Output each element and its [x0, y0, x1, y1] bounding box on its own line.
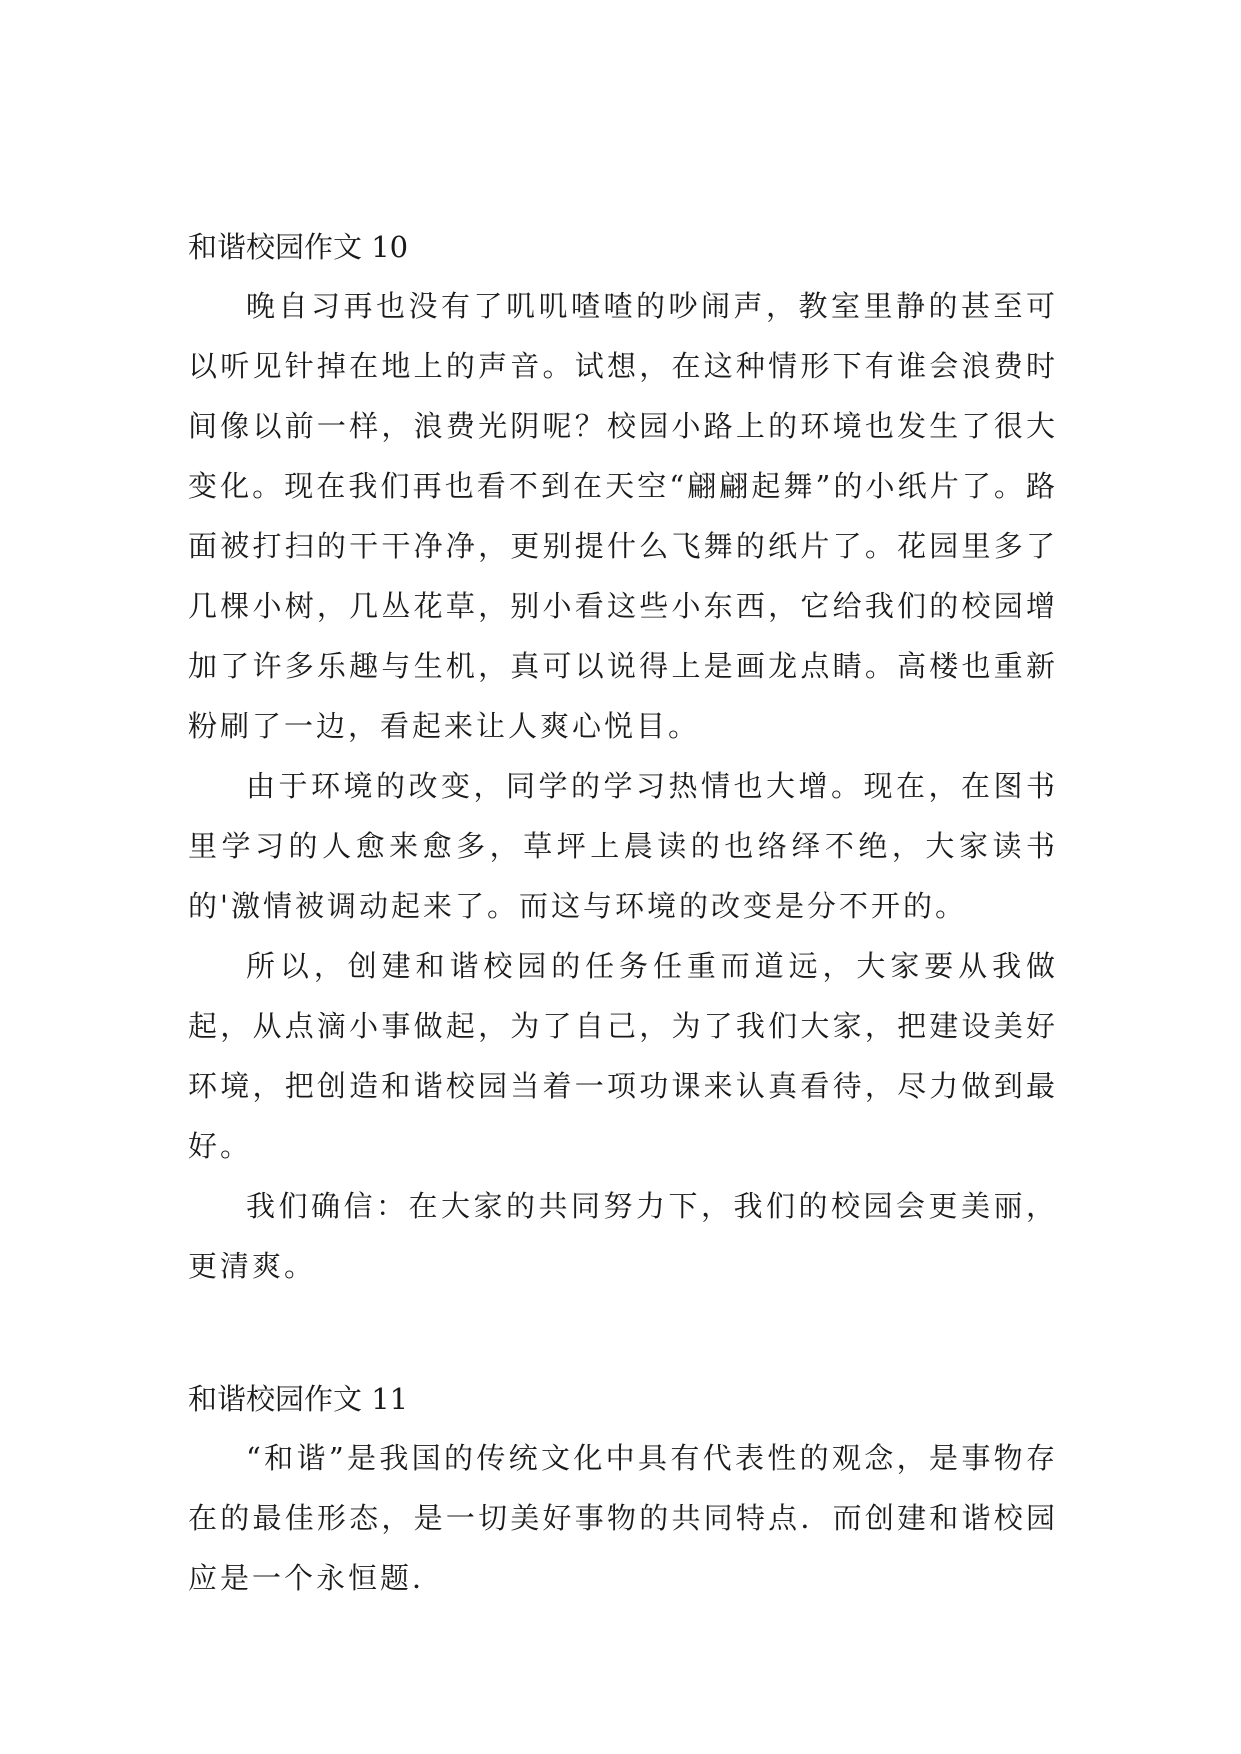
body-paragraph: 所以，创建和谐校园的任务任重而道远，大家要从我做起，从点滴小事做起，为了自己，为了我们大家，把建设美好环境，把创造和谐校园当着一项功课来认真看待，尽力做到最好。	[188, 949, 1058, 1163]
section-heading: 和谐校园作文 10	[188, 230, 409, 264]
essay-section-11	[188, 1370, 1058, 1608]
section-heading: 和谐校园作文 11	[188, 1382, 409, 1416]
document-content	[188, 218, 1058, 1608]
body-paragraph: 晚自习再也没有了叽叽喳喳的吵闹声，教室里静的甚至可以听见针掉在地上的声音。试想，在这种情形下有谁会浪费时间像以前一样，浪费光阴呢？校园小路上的环境也发生了很大变化。现在我们再也看不到在天空“翩翩起舞”的小纸片了。路面被打扫的干干净净，更别提什么飞舞的纸片了。花园里多了几棵小树，几丛花草，别小看这些小东西，它给我们的校园增加了许多乐趣与生机，真可以说得上是画龙点睛。高楼也重新粉刷了一边，看起来让人爽心悦目。	[188, 289, 1058, 743]
body-paragraph: 我们确信：在大家的共同努力下，我们的校园会更美丽，更清爽。	[188, 1189, 1058, 1283]
essay-section-10	[188, 218, 1058, 1296]
body-paragraph: “和谐”是我国的传统文化中具有代表性的观念，是事物存在的最佳形态，是一切美好事物的共同特点．而创建和谐校园应是一个永恒题．	[188, 1441, 1058, 1595]
body-paragraph: 由于环境的改变，同学的学习热情也大增。现在，在图书里学习的人愈来愈多，草坪上晨读的也络绎不绝，大家读书的'激情被调动起来了。而这与环境的改变是分不开的。	[188, 769, 1058, 923]
section-spacer	[188, 1296, 1058, 1370]
